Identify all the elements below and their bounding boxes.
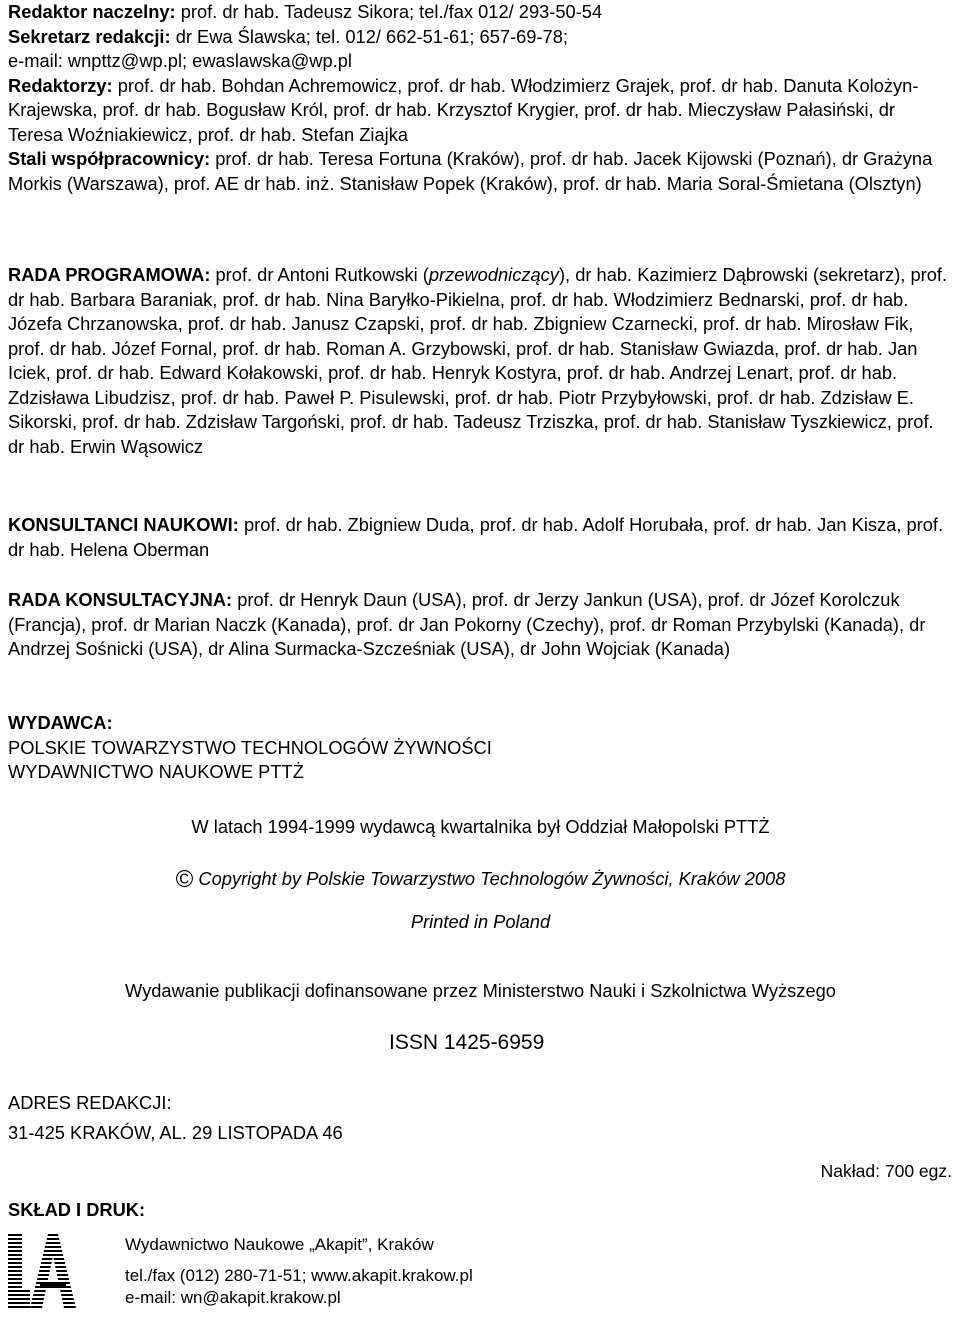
editors-label: Redaktorzy:: [8, 74, 113, 96]
program-council-block: [8, 263, 948, 459]
address-value: 31-425 KRAKÓW, AL. 29 LISTOPADA 46: [8, 1122, 343, 1143]
program-council-text-after: ), dr hab. Kazimierz Dąbrowski (sekretarz), prof. dr hab. Barbara Baraniak, prof. dr hab. Nina Baryłko-Pikielna, prof. dr hab. Włodzimierz Bednarski, prof. dr hab. Józefa Chrzanowska, prof. dr hab. Janusz Czapski, prof. dr hab. Zbigniew Czarnecki, prof. dr hab. Mirosław Fik, prof. dr hab. Józef Fornal, prof. dr hab. Roman A. Grzybowski, prof. dr hab. Stanisław Gwiazda, prof. dr hab. Jan Iciek, prof. dr hab. Edward Kołakowski, prof. dr hab. Henryk Kostyra, prof. dr hab. Andrzej Lenart, prof. dr hab. Zdzisława Libudzisz, prof. dr hab. Paweł P. Pisulewski, prof. dr hab. Piotr Przybyłowski, prof. dr hab. Zdzisław E. Sikorski, prof. dr hab. Zdzisław Targoński, prof. dr hab. Tadeusz Trziszka, prof. dr hab. Stanisław Tyszkiewicz, prof. dr hab. Erwin Wąsowicz: [8, 264, 948, 457]
program-council-text-before: prof. dr Antoni Rutkowski (: [210, 264, 429, 285]
funding-note: Wydawanie publikacji dofinansowane przez Ministerstwo Nauki i Szkolnictwa Wyższego: [125, 980, 836, 1001]
printing-contact-block: [125, 1265, 473, 1309]
editor-value: prof. dr hab. Tadeusz Sikora; tel./fax 012/ 293-50-54: [175, 1, 603, 22]
circulation: Nakład: 700 egz.: [820, 1161, 952, 1181]
printed-in-line: Printed in Poland: [410, 911, 551, 932]
editor-label: Redaktor naczelny:: [8, 1, 176, 22]
scientific-consultants-text: prof. dr hab. Zbigniew Duda, prof. dr hab. Adolf Horubała, prof. dr hab. Jan Kisza, prof. dr hab. Helena Oberman: [8, 514, 944, 560]
history-note: W latach 1994-1999 wydawcą kwartalnika był Oddział Małopolski PTTŻ: [191, 816, 770, 837]
scientific-consultants-label: KONSULTANCI NAUKOWI:: [8, 514, 239, 535]
consulting-council-label: RADA KONSULTACYJNA:: [8, 589, 233, 610]
masthead-block: [8, 0, 948, 196]
consulting-council-text: prof. dr Henryk Daun (USA), prof. dr Jerzy Jankun (USA), prof. dr Józef Korolczuk (Francja), prof. dr Marian Naczk (Kanada), prof. dr Jan Pokorny (Czechy), prof. dr Roman Przybylski (Kanada), dr Andrzej Sośnicki (USA), dr Alina Surmacka-Szcześniak (USA), dr John Wojciak (Kanada): [8, 589, 926, 659]
issn: ISSN 1425-6959: [389, 1031, 545, 1054]
publisher-line2: WYDAWNICTWO NAUKOWE PTTŻ: [8, 761, 304, 782]
email-line: e-mail: wnpttz@wp.pl; ewaslawska@wp.pl: [8, 50, 352, 71]
secretary-value: dr Ewa Ślawska; tel. 012/ 662-51-61; 657-69-78;: [170, 25, 568, 47]
address-block: [8, 1088, 343, 1148]
akapit-logo-icon: [8, 1234, 76, 1308]
printing-company: Wydawnictwo Naukowe „Akapit”, Kraków: [125, 1235, 434, 1254]
collaborators-value: prof. dr hab. Teresa Fortuna (Kraków), prof. dr hab. Jacek Kijowski (Poznań), dr Grażyna Morkis (Warszawa), prof. AE dr hab. inż. Stanisław Popek (Kraków), prof. dr hab. Maria Soral-Śmietana (Olsztyn): [8, 148, 933, 194]
printing-contact: tel./fax (012) 280-71-51; www.akapit.krakow.pl: [125, 1266, 473, 1285]
publisher-line1: POLSKIE TOWARZYSTWO TECHNOLOGÓW ŻYWNOŚCI: [8, 736, 492, 758]
program-council-label: RADA PROGRAMOWA:: [8, 264, 211, 285]
copyright-symbol: ©: [175, 866, 194, 893]
editors-value: prof. dr hab. Bohdan Achremowicz, prof. dr hab. Włodzimierz Grajek, prof. dr hab. Danuta Kolożyn-Krajewska, prof. dr hab. Bogusław Król, prof. dr hab. Krzysztof Krygier, prof. dr hab. Mieczysław Pałasiński, dr Teresa Woźniakiewicz, prof. dr hab. Stefan Ziajka: [8, 74, 919, 145]
program-council-chair-role: przewodniczący: [428, 264, 559, 285]
publisher-block: [8, 711, 948, 785]
printing-email: e-mail: wn@akapit.krakow.pl: [125, 1288, 341, 1307]
scientific-consultants-block: [8, 513, 948, 562]
collaborators-label: Stali współpracownicy:: [8, 148, 211, 169]
copyright-line: [8, 866, 953, 894]
printing-label: SKŁAD I DRUK:: [8, 1199, 146, 1220]
consulting-council-block: [8, 588, 948, 662]
address-label: ADRES REDAKCJI:: [8, 1092, 172, 1113]
copyright-text: Copyright by Polskie Towarzystwo Technologów Żywności, Kraków 2008: [198, 868, 786, 889]
secretary-label: Sekretarz redakcji:: [8, 25, 171, 47]
publisher-label: WYDAWCA:: [8, 712, 113, 733]
